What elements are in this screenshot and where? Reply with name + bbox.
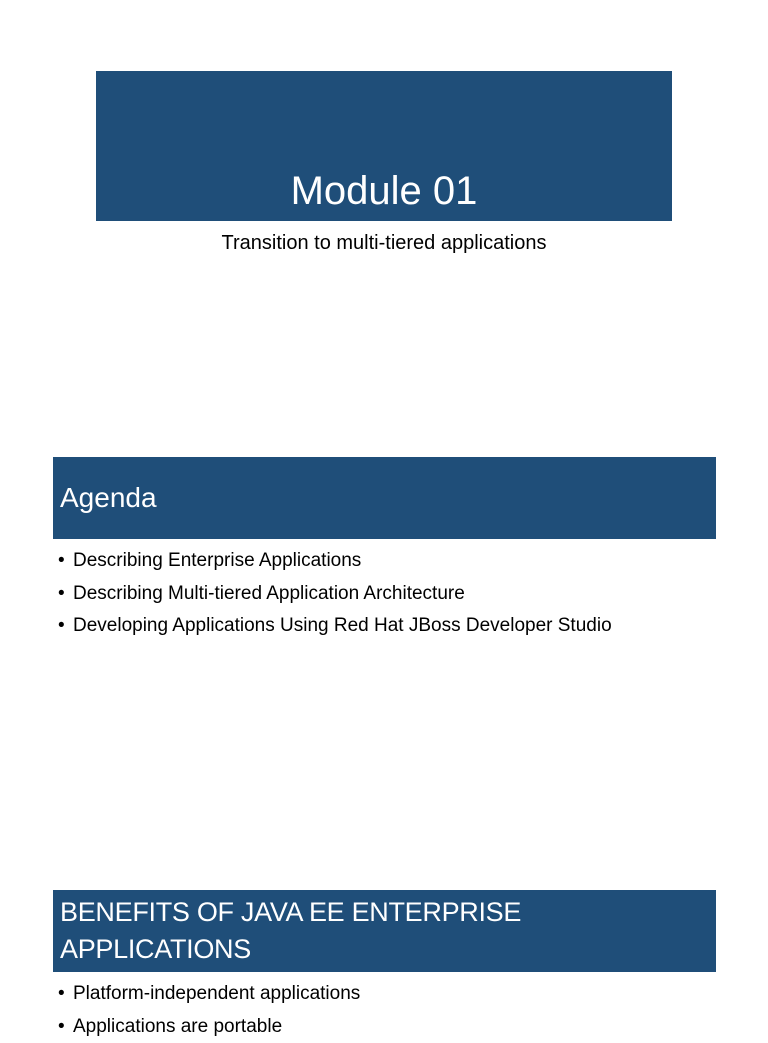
benefits-heading-line: BENEFITS OF JAVA EE ENTERPRISE	[60, 894, 521, 931]
benefits-bullet-list	[58, 978, 360, 1043]
benefits-heading-banner	[53, 890, 716, 972]
title-banner	[96, 71, 672, 221]
slide-title: Module 01	[291, 169, 478, 213]
bullet-item: • Platform-independent applications	[58, 978, 360, 1011]
bullet-item: • Developing Applications Using Red Hat JBoss Developer Studio	[58, 610, 612, 643]
agenda-heading: Agenda	[60, 481, 157, 515]
bullet-item: • Describing Enterprise Applications	[58, 545, 612, 578]
agenda-bullet-list	[58, 545, 612, 643]
slide-subtitle: Transition to multi-tiered applications	[0, 230, 768, 256]
bullet-item: • Applications are portable	[58, 1011, 360, 1043]
benefits-heading-line: APPLICATIONS	[60, 931, 521, 968]
agenda-heading-banner	[53, 457, 716, 539]
bullet-item: • Describing Multi-tiered Application Architecture	[58, 578, 612, 611]
benefits-heading	[60, 894, 521, 968]
